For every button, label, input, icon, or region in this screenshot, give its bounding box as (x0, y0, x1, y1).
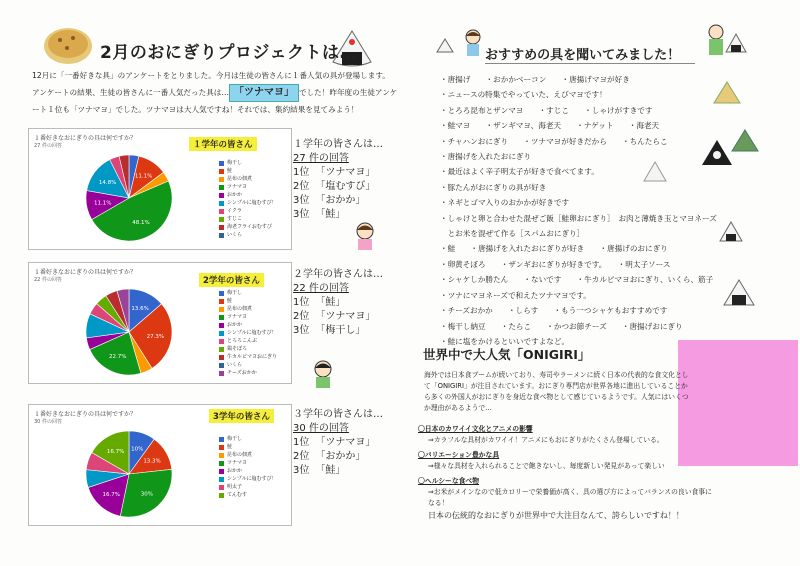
legend-label: おかか (227, 468, 243, 474)
chart-legend (219, 435, 277, 499)
legend-entry (219, 159, 277, 167)
legend-swatch (219, 209, 224, 214)
legend-label: 海老フライおむすび (227, 224, 272, 230)
legend-entry (219, 191, 277, 199)
legend-swatch (219, 355, 224, 360)
slice-label: 10% (131, 446, 144, 453)
legend-swatch (219, 291, 224, 296)
list-item: ・鮭 ・唐揚げを入れたおにぎりが好き ・唐揚げのおにぎり (440, 244, 668, 254)
onigiri-icon (642, 160, 668, 184)
pink-box (678, 340, 798, 466)
rank-grade1: １学年の皆さんは… 27 件の回答 1位 「ツナマヨ」 2位 「塩むすび」 3位 「おかか」 3位 「鮭」 (293, 139, 383, 220)
list-item: ・鮭に塩をかけるといいですよなど。 (440, 336, 570, 346)
slice-label: 22.7% (109, 354, 127, 361)
legend-entry (219, 467, 277, 475)
onigiri-icon (700, 138, 734, 168)
onigiri-small-icon (436, 38, 454, 54)
legend-label: てんむす (227, 492, 248, 498)
boy-icon (310, 360, 336, 390)
list-item: ・唐揚げ ・おかかベーコン ・唐揚げマヨが好き (440, 75, 630, 84)
legend-label: 鮭 (227, 444, 233, 450)
onigiri-icon (712, 80, 742, 106)
legend-label: シンプルに塩むすび！ (227, 200, 277, 206)
legend-entry (219, 313, 277, 321)
legend-label: ツナマヨ (227, 184, 248, 190)
legend-swatch (219, 461, 224, 466)
list-item: ・唐揚げを入れたおにぎり (440, 152, 532, 162)
grade-badge: 3学年の皆さん (209, 409, 274, 423)
list-item: ・チーズおかか ・しらす ・もう一つシャケもおすすめです (440, 306, 668, 316)
legend-label: 牛カルビマヨおにぎり (227, 354, 278, 360)
legend-entry (219, 297, 277, 305)
chart-count: 27 件の回答 (34, 143, 62, 149)
legend-swatch (219, 477, 224, 482)
legend-entry (219, 207, 277, 215)
list-item: ・ニュースの特集でやっていた、えびマヨです！ (440, 90, 607, 100)
legend-swatch (219, 453, 224, 458)
legend-entry (219, 231, 277, 239)
legend-entry (219, 305, 277, 313)
legend-entry (219, 345, 277, 353)
rice-bowl-illustration (40, 24, 96, 66)
legend-entry (219, 483, 277, 491)
slice-label: 30% (140, 491, 154, 498)
legend-label: ツナマヨ (227, 314, 248, 320)
legend-swatch (219, 339, 224, 344)
legend-label: おかか (227, 322, 243, 328)
legend-entry (219, 329, 277, 337)
legend-label: 昆布の佃煮 (227, 306, 253, 312)
chart-question: １番好きなおにぎりの具は何ですか？ (34, 411, 137, 418)
slice-label: 27.3% (146, 333, 165, 340)
legend-swatch (219, 493, 224, 498)
girl-icon (352, 222, 378, 252)
legend-swatch (219, 323, 224, 328)
legend-label: シンプルに塩むすび！ (227, 476, 277, 482)
legend-entry (219, 361, 277, 369)
onigiri-icon (730, 128, 760, 154)
legend-label: 梅干し (227, 160, 243, 166)
legend-entry (219, 451, 277, 459)
legend-label: 梅干し (227, 290, 243, 296)
legend-entry (219, 215, 277, 223)
legend-entry (219, 353, 277, 361)
legend-entry (219, 321, 277, 329)
rank-grade3: ３学年の皆さんは… 30 件の回答 1位 「ツナマヨ」 2位 「おかか」 3位 「鮭」 (293, 409, 383, 476)
chart-count: 22 件の回答 (34, 277, 62, 283)
chart-grade3 (28, 404, 292, 526)
pie-chart (84, 153, 174, 243)
legend-swatch (219, 445, 224, 450)
list-item: ・シャケしか勝たん ・ないです ・牛カルビマヨおにぎり、いくら、筋子 (440, 275, 714, 285)
legend-swatch (219, 331, 224, 336)
slice-label: 14.8% (98, 180, 117, 187)
legend-label: いくら (227, 232, 243, 238)
person-icon (462, 28, 484, 58)
list-item: ・梅干し納豆 ・たらこ ・かつお節チーズ ・唐揚げおにぎり (440, 321, 683, 331)
chart-legend (219, 289, 277, 377)
legend-swatch (219, 371, 224, 376)
chart-grade2 (28, 262, 292, 384)
chart-count: 30 件の回答 (34, 419, 62, 425)
legend-label: イクラ (227, 208, 242, 214)
world-body: 海外では日本食ブームが続いており、寿司やラーメンに続く日本の代表的な食文化として「ONIGIRI」が注目されています。おにぎり専門店が世界各地に進出していることから多くの外国人がおにぎりを身近な食べ物として感じているようです。人気にはいくつか理由があるようで… (424, 371, 689, 412)
grade-badge: 2学年の皆さん (199, 273, 264, 287)
legend-swatch (219, 193, 224, 198)
legend-label: いくら (227, 362, 243, 368)
rank-grade2: ２学年の皆さんは… 22 件の回答 1位 「鮭」 2位 「ツナマヨ」 3位 「梅干し」 (293, 269, 383, 336)
list-item: ・しゃけと卵と合わせた混ぜご飯［鮭卵おにぎり］ お肉と薄焼き玉とマヨネーズ (440, 213, 717, 223)
legend-entry (219, 183, 277, 191)
legend-label: 鮭 (227, 298, 233, 304)
legend-label: 明太子 (227, 484, 243, 490)
chart-legend (219, 159, 277, 239)
legend-swatch (219, 161, 224, 166)
closing-text: 日本の伝統的なおにぎりが世界中で大注目なんて、誇らしいですね！！ (428, 511, 684, 520)
legend-swatch (219, 307, 224, 312)
legend-entry (219, 223, 277, 231)
slice-label: 11.1% (134, 173, 153, 180)
onigiri-icon (718, 220, 744, 244)
slice-label: 13.6% (131, 305, 149, 312)
grade-badge: １学年の皆さん (189, 137, 257, 151)
legend-swatch (219, 201, 224, 206)
onigiri-icon (722, 278, 756, 308)
legend-entry (219, 167, 277, 175)
world-title: 世界中で大人気「ONIGIRI」 (423, 347, 591, 362)
legend-entry (219, 175, 277, 183)
list-item: ・卵黄そぼろ ・ザンギおにぎりが好きです。 ・明太子ソース (440, 259, 671, 269)
chart-grade1 (28, 128, 292, 250)
slice-label: 48.1% (132, 219, 150, 226)
legend-label: チーズおかか (227, 370, 257, 376)
legend-label: 昆布の佃煮 (227, 176, 253, 182)
legend-swatch (219, 347, 224, 352)
slice-label: 16.7% (106, 448, 125, 455)
legend-swatch (219, 217, 224, 222)
legend-label: とろろこんぶ (227, 338, 258, 344)
slice-label: 13.3% (143, 458, 161, 465)
legend-swatch (219, 485, 224, 490)
legend-entry (219, 289, 277, 297)
list-item: ・ネギとゴマ入りのおかかが好きです (440, 198, 570, 208)
list-item: ・ツナにマヨネーズで和えたツナマヨです。 (440, 290, 591, 300)
page-title: 2月のおにぎりプロジェクトは… (100, 43, 357, 63)
legend-entry (219, 199, 277, 207)
legend-entry (219, 459, 277, 467)
recommend-list (440, 72, 750, 349)
reason-2: 〇バリエーション豊かな具 ⇒様々な具材を入れられることで飽きないし、毎度新しい発見があって楽しい (418, 451, 665, 470)
recommend-title: おすすめの具を聞いてみました！ (485, 48, 681, 63)
legend-swatch (219, 169, 224, 174)
list-item: とお米を混ぜて作る［スパムおにぎり］ (440, 229, 585, 239)
legend-label: 梅干し (227, 436, 243, 442)
legend-label: シンプルに塩むすび！ (227, 330, 277, 336)
legend-swatch (219, 363, 224, 368)
legend-entry (219, 435, 277, 443)
legend-swatch (219, 233, 224, 238)
slice-label: 11.1% (94, 200, 112, 207)
legend-label: 鮭 (227, 168, 233, 174)
highlight-answer: 「ツナマヨ」 (229, 84, 299, 102)
list-item: ・チャハンおにぎり ・ツナマヨが好きだから ・ちんたらこ (440, 136, 668, 146)
pie-chart (84, 287, 174, 377)
intro-text: 12月に「一番好きな具」のアンケートをとりました。今月は生徒の皆さんに１番人気の具が登場します。 アンケートの結果、生徒の皆さんに一番人気だった具は… 「ツナマヨ」 でした！昨年度の生徒アンケ ート１位も「ツナマヨ」でした。ツナマヨは大人気ですね！それでは、集約結果を見てみよう！ (32, 71, 398, 114)
legend-label: すじこ (227, 216, 243, 222)
pie-chart (84, 429, 174, 519)
reason-3: 〇ヘルシーな食べ物 ⇒お米がメインなので低カロリーで栄養価が高く、具の選び方によってバランスの良い食事になる！ (418, 477, 712, 507)
legend-swatch (219, 225, 224, 230)
legend-entry (219, 369, 277, 377)
legend-entry (219, 337, 277, 345)
list-item: ・とろろ昆布とザンマヨ ・すじこ ・しゃけがすきです (440, 105, 653, 115)
legend-swatch (219, 469, 224, 474)
legend-swatch (219, 177, 224, 182)
legend-swatch (219, 185, 224, 190)
legend-label: 昆布の佃煮 (227, 452, 253, 458)
legend-swatch (219, 299, 224, 304)
legend-entry (219, 475, 277, 483)
list-item: ・鮭マヨ ・ザンギマヨ、海老天 ・ナゲット ・海老天 (440, 121, 660, 131)
list-item: ・豚たんがおにぎりの具が好き (440, 182, 547, 192)
title-underline (485, 63, 695, 64)
legend-swatch (219, 315, 224, 320)
legend-label: おかか (227, 192, 243, 198)
legend-entry (219, 443, 277, 451)
reason-1: 〇日本のカワイイ文化とアニメの影響 ⇒カラフルな具材がカワイイ！アニメにもおにぎりがたくさん登場している。 (418, 425, 664, 444)
legend-entry (219, 491, 277, 499)
list-item: ・最近はよく辛子明太子が好きで食べてます。 (440, 167, 599, 177)
chart-question: １番好きなおにぎりの具は何ですか？ (34, 269, 137, 276)
chart-question: １番好きなおにぎりの具は何ですか？ (34, 135, 137, 142)
legend-label: 鶏そぼろ (227, 346, 248, 352)
legend-swatch (219, 437, 224, 442)
slice-label: 16.7% (102, 491, 121, 498)
boy-onigiri-icon (704, 22, 748, 62)
legend-label: ツナマヨ (227, 460, 248, 466)
